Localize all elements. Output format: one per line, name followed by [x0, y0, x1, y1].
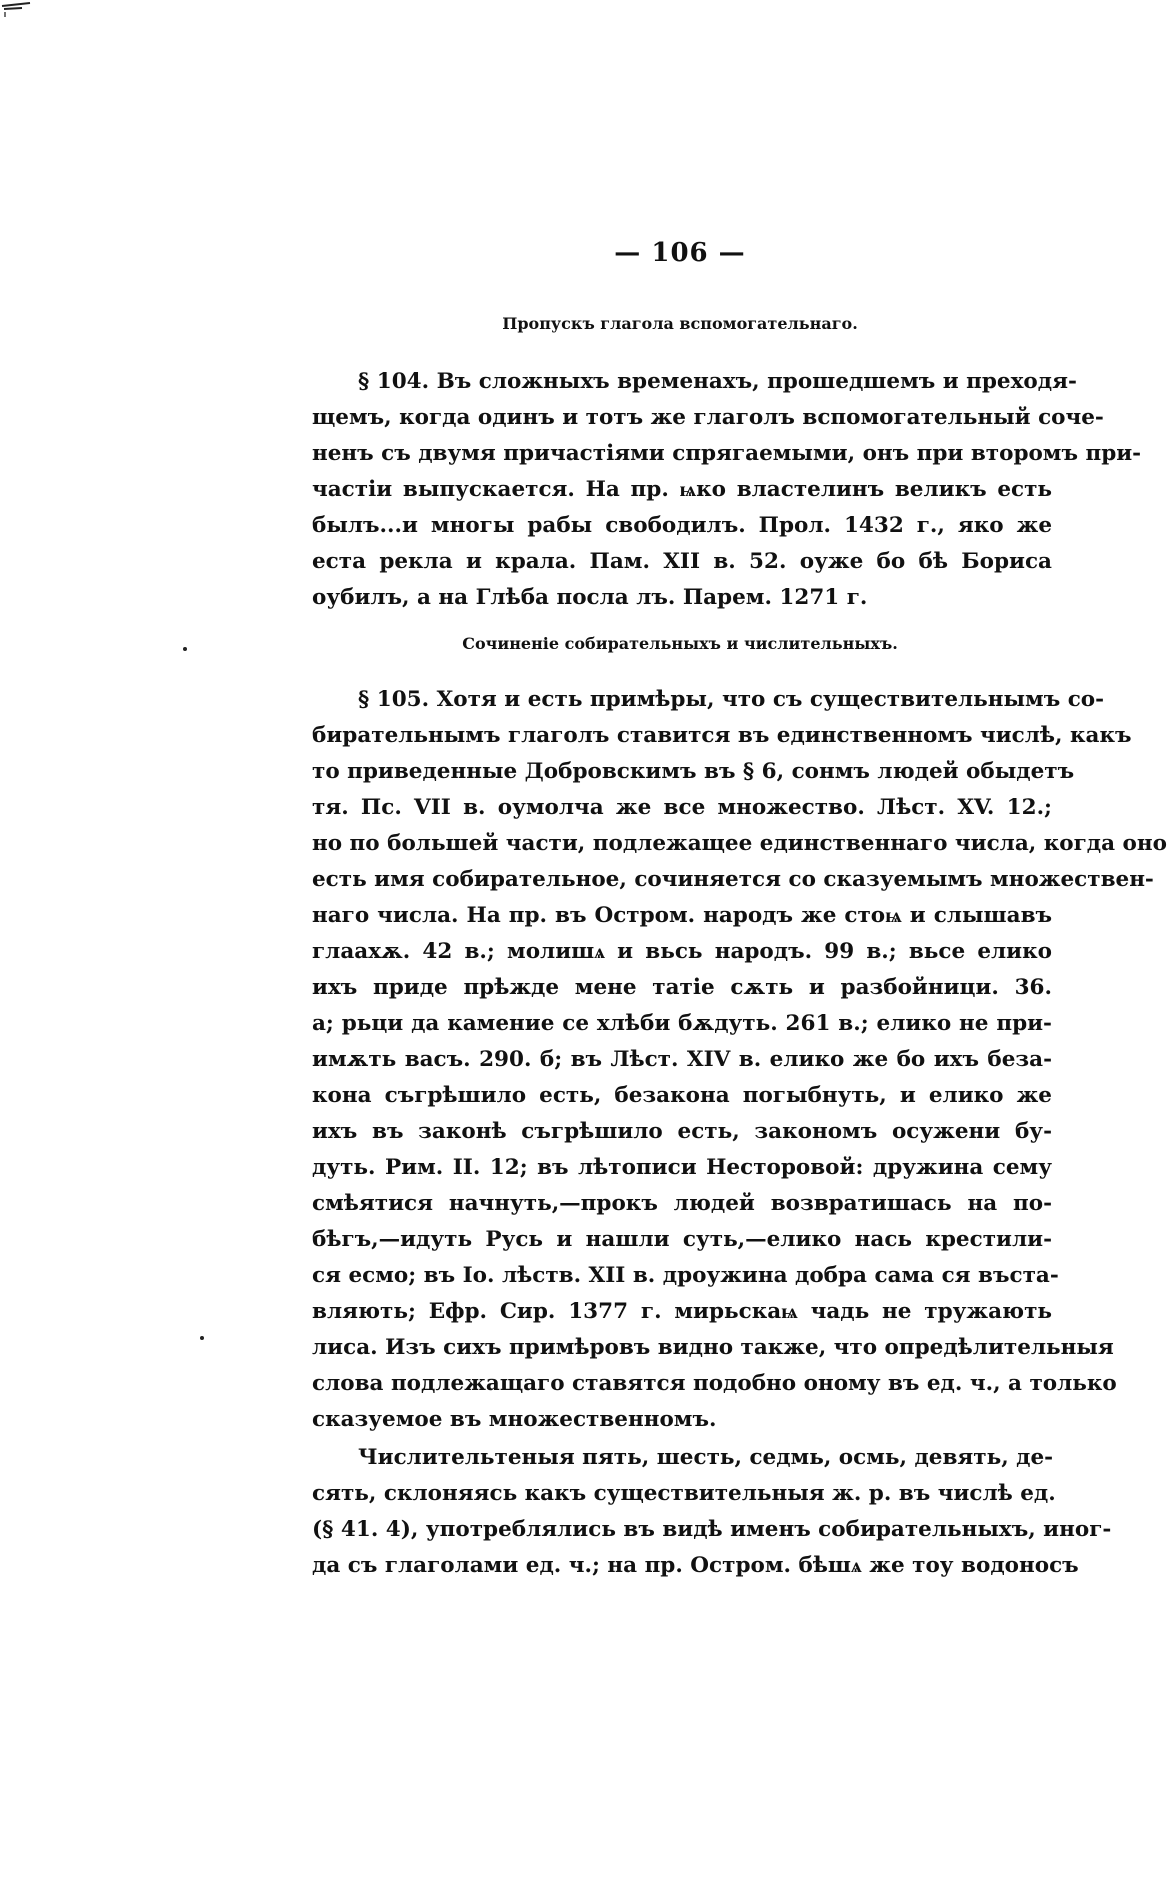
scan-speck: [200, 1336, 204, 1340]
text-line: кона съгрѣшило есть, безакона погыбнуть, и елико же: [312, 1083, 1052, 1108]
text-line: былъ...и многы рабы свободилъ. Прол. 1432 г., яко же: [312, 513, 1052, 538]
text-line: ихъ въ законѣ съгрѣшило есть, закономъ осужени бу-: [312, 1119, 1052, 1144]
text-line: а; рьци да камениe се хлѣби бѫдуть. 261 в.; елико не при-: [312, 1011, 1052, 1036]
paragraph-104: [312, 364, 1142, 616]
text-line: смѣятися начнуть,—прокъ людей возвратишась на по-: [312, 1191, 1052, 1216]
text-line: дуть. Рим. II. 12; въ лѣтописи Несторовой: дружина сему: [312, 1155, 1052, 1180]
text-line: еста рекла и крала. Пам. XII в. 52. оуже бо бѣ Бориса: [312, 549, 1052, 574]
text-line: сказуемое въ множественномъ.: [312, 1407, 717, 1432]
text-line: § 104. Въ сложныхъ временахъ, прошедшемъ и преходя-: [358, 369, 1077, 394]
scan-speck: [183, 647, 187, 651]
text-line: (§ 41. 4), употреблялись въ видѣ именъ собирательныхъ, иног-: [312, 1517, 1112, 1542]
text-line: ихъ приде прѣжде мене татіе сѫть и разбойници. 36.: [312, 975, 1052, 1000]
section-heading-collective-numerals: Сочиненіе собирательныхъ и числительныхъ.: [462, 634, 898, 653]
paragraph-numerals: [312, 1440, 1112, 1584]
text-line: оубилъ, а на Глѣба посла лъ. Парем. 1271 г.: [312, 585, 868, 610]
text-line: § 105. Хотя и есть примѣры, что съ существительнымъ со-: [358, 687, 1105, 712]
text-line: но по большей части, подлежащее единственнаго числа, когда оно: [312, 831, 1167, 856]
text-line: да съ глаголами ед. ч.; на пр. Остром. бѣшѧ же тоу водоносъ: [312, 1553, 1079, 1578]
text-line: наго числа. На пр. въ Остром. народъ же стоѩ и слышавъ: [312, 903, 1052, 928]
text-line: ненъ съ двумя причастіями спрягаемыми, онъ при второмъ при-: [312, 441, 1142, 466]
page-number: — 106 —: [614, 238, 746, 268]
section-heading-auxiliary-verb: Пропускъ глагола вспомогательнаго.: [502, 314, 858, 333]
text-line: слова подлежащаго ставятся подобно оному въ ед. ч., а только: [312, 1371, 1117, 1396]
scan-corner-mark: [0, 0, 34, 18]
text-line: тя. Пс. VII в. оумолча же все множество. Лѣст. XV. 12.;: [312, 795, 1052, 820]
text-line: ся есмо; въ Іо. лѣств. XII в. дроужина добра сама ся въста-: [312, 1263, 1059, 1288]
text-line: глаахѫ. 42 в.; молишѧ и вьсь народъ. 99 в.; вьсе елико: [312, 939, 1052, 964]
text-line: есть имя собирательное, сочиняется со сказуемымъ множествен-: [312, 867, 1154, 892]
text-line: имѫть васъ. 290. б; въ Лѣст. XIV в. елико же бо ихъ беза-: [312, 1047, 1052, 1072]
text-line: частіи выпускается. На пр. ѩко властелинъ великъ есть: [312, 477, 1052, 502]
paragraph-105: [312, 682, 1167, 1438]
text-line: сять, склоняясь какъ существительныя ж. р. въ числѣ ед.: [312, 1481, 1056, 1506]
text-line: бѣгъ,—идуть Русь и нашли суть,—елико нась крестили-: [312, 1227, 1052, 1252]
text-line: бирательнымъ глаголъ ставится въ единственномъ числѣ, какъ: [312, 723, 1132, 748]
text-line: то приведенные Добровскимъ въ § 6, сонмъ людей обыдетъ: [312, 759, 1075, 784]
text-line: Числительтеныя пять, шесть, седмь, осмь, девять, де-: [358, 1445, 1054, 1470]
text-line: лиса. Изъ сихъ примѣровъ видно также, что опредѣлительныя: [312, 1335, 1114, 1360]
text-line: щемъ, когда одинъ и тотъ же глаголъ вспомогательный соче-: [312, 405, 1104, 430]
text-line: вляють; Ефр. Сир. 1377 г. мирьскаѩ чадь не тружають: [312, 1299, 1052, 1324]
